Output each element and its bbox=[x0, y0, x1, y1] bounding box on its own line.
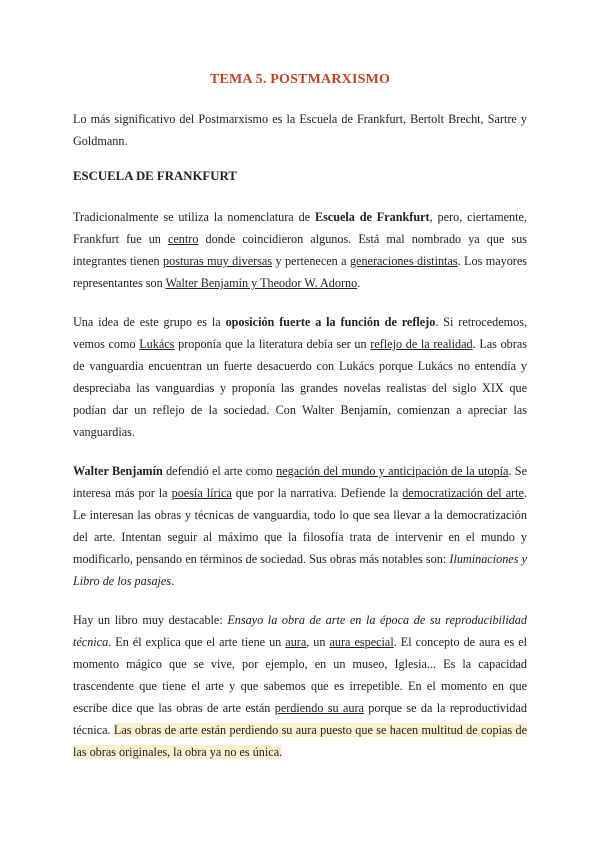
text: . Si retrocedemos, vemos como bbox=[73, 315, 527, 351]
text: y pertenecen a bbox=[272, 254, 350, 268]
paragraph-4 bbox=[73, 609, 527, 763]
underlined-text: posturas muy diversas bbox=[163, 254, 273, 268]
text: , un bbox=[306, 635, 330, 649]
paragraph-2 bbox=[73, 311, 527, 443]
underlined-text: generaciones distintas bbox=[349, 254, 458, 268]
italic-text: Iluminaciones y Libro de los pasajes bbox=[73, 552, 527, 588]
text: . Se interesa más por la bbox=[73, 464, 527, 500]
text: . En él explica que el arte tiene un bbox=[108, 635, 286, 649]
bold-text: oposición fuerte a la función de reflejo bbox=[225, 315, 436, 329]
text: porque se da la reproductividad técnica. bbox=[73, 701, 527, 737]
underlined-text: poesía lírica bbox=[171, 486, 232, 500]
bold-text: Escuela de Frankfurt bbox=[314, 210, 430, 224]
text: Tradicionalmente se utiliza la nomenclatura de bbox=[73, 210, 315, 224]
underlined-text: Lukács bbox=[139, 337, 175, 351]
text: Una idea de este grupo es la bbox=[73, 315, 226, 329]
underlined-text: Walter Benjamín y Theodor W. Adorno bbox=[165, 276, 358, 290]
paragraph-1 bbox=[73, 206, 527, 294]
highlighted-text: Las obras de arte están perdiendo su aura puesto que se hacen multitud de copias de las obras originales, la obra ya no es única. bbox=[73, 723, 527, 759]
text: . Los mayores representantes son bbox=[73, 254, 528, 290]
text: . Le interesan las obras y técnicas de vanguardia, todo lo que sea llevar a la democratización del arte. Intentan seguir al máximo que la filosofía trata de intervenir en el mundo y modificarlo, pensando en términos de sociedad. Sus obras más notables son: bbox=[73, 486, 528, 566]
text: que por la narrativa. Defiende la bbox=[231, 486, 403, 500]
paragraph-3 bbox=[73, 460, 527, 592]
intro-paragraph: Lo más significativo del Postmarxismo es la Escuela de Frankfurt, Bertolt Brecht, Sartre y Goldmann. bbox=[73, 112, 527, 148]
underlined-text: aura bbox=[285, 635, 307, 649]
underlined-text: perdiendo su aura bbox=[274, 701, 364, 715]
document-body bbox=[73, 66, 527, 780]
text: . El concepto de aura es el momento mágico que se vive, por ejemplo, en un museo, Iglesia... Es la capacidad trascendente que tiene el arte y que sabemos que es irrepetible. En el momento en que escribe dice que las obras de arte están bbox=[73, 635, 527, 715]
section-heading: ESCUELA DE FRANKFURT bbox=[73, 169, 237, 183]
text: , pero, ciertamente, Frankfurt fue un bbox=[73, 210, 527, 246]
underlined-text: negación del mundo y anticipación de la utopía bbox=[276, 464, 509, 478]
text: defendió el arte como bbox=[162, 464, 277, 478]
text: . bbox=[171, 574, 175, 588]
underlined-text: centro bbox=[167, 232, 199, 246]
page-title: TEMA 5. POSTMARXISMO bbox=[209, 72, 391, 87]
text: proponía que la literatura debía ser un bbox=[174, 337, 371, 351]
bold-text: Walter Benjamín bbox=[73, 464, 163, 478]
italic-text: Ensayo la obra de arte en la época de su reproducibilidad técnica bbox=[73, 613, 527, 649]
text: . Las obras de vanguardia encuentran un fuerte desacuerdo con Lukács porque Lukács no entendía y despreciaba las vanguardias y proponía las grandes novelas realistas del siglo XIX que podían dar un reflejo de la sociedad. Con Walter Benjamín, comienzan a apreciar las vanguardias. bbox=[73, 337, 527, 439]
underlined-text: reflejo de la realidad bbox=[370, 337, 473, 351]
text: Hay un libro muy destacable: bbox=[73, 613, 228, 627]
underlined-text: aura especial bbox=[329, 635, 394, 649]
underlined-text: democratización del arte bbox=[402, 486, 524, 500]
text: . bbox=[357, 276, 361, 290]
text: donde coincidieron algunos. Está mal nombrado ya que sus integrantes tienen bbox=[73, 232, 527, 268]
